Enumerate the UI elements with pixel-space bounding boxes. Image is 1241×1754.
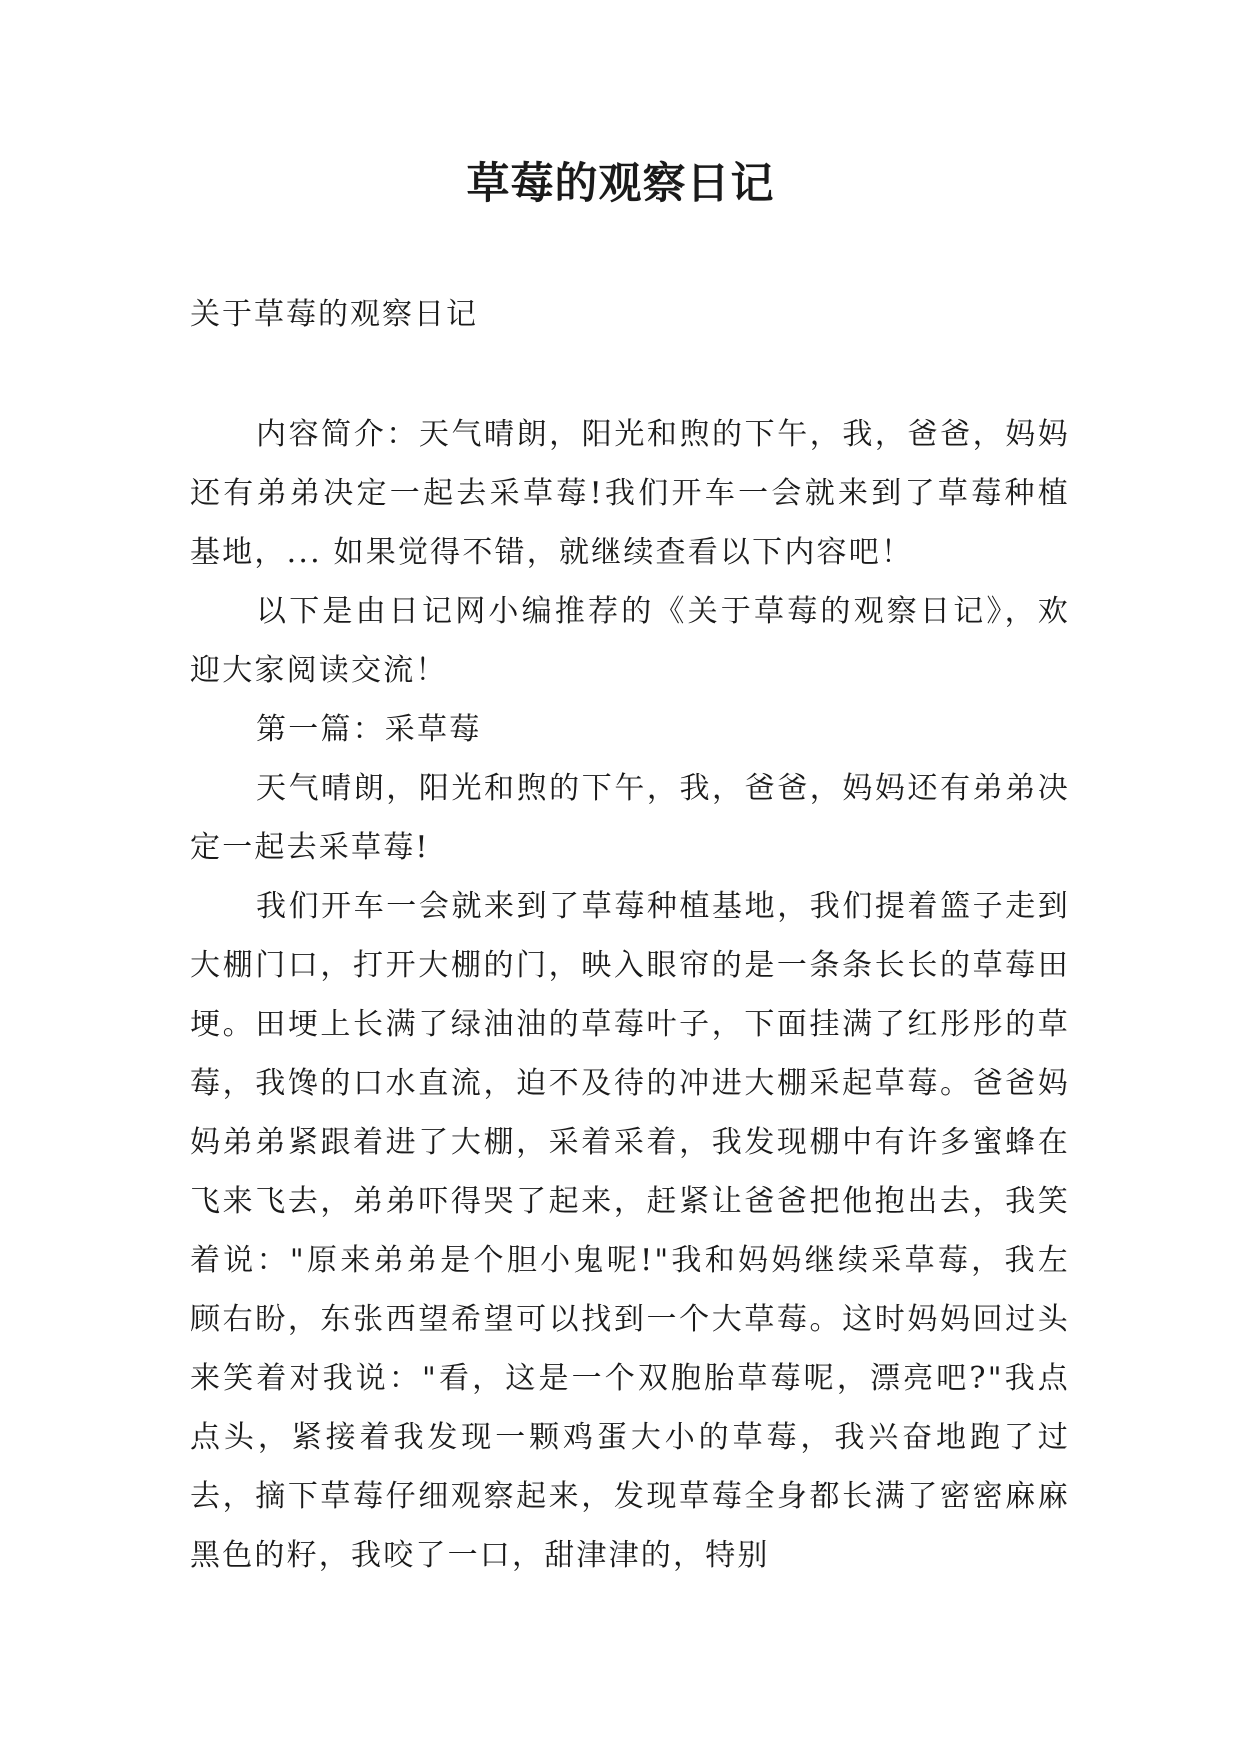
document-subtitle: 关于草莓的观察日记 bbox=[190, 297, 478, 332]
section-heading: 第一篇：采草莓 bbox=[256, 712, 482, 747]
recommendation-paragraph: 以下是由日记网小编推荐的《关于草莓的观察日记》，欢迎大家阅读交流！ bbox=[190, 594, 1070, 688]
body-paragraph: 天气晴朗，阳光和煦的下午，我，爸爸，妈妈还有弟弟决定一起去采草莓! bbox=[190, 771, 1070, 865]
body-paragraph: 我们开车一会就来到了草莓种植基地，我们提着篮子走到大棚门口，打开大棚的门，映入眼帘的是一条条长长的草莓田埂。田埂上长满了绿油油的草莓叶子，下面挂满了红彤彤的草莓，我馋的口水直流，迫不及待的冲进大棚采起草莓。爸爸妈妈弟弟紧跟着进了大棚，采着采着，我发现棚中有许多蜜蜂在飞来飞去，弟弟吓得哭了起来，赶紧让爸爸把他抱出去，我笑着说："原来弟弟是个胆小鬼呢!"我和妈妈继续采草莓，我左顾右盼，东张西望希望可以找到一个大草莓。这时妈妈回过头来笑着对我说："看，这是一个双胞胎草莓呢，漂亮吧?"我点点头，紧接着我发现一颗鸡蛋大小的草莓，我兴奋地跑了过去，摘下草莓仔细观察起来，发现草莓全身都长满了密密麻麻黑色的籽，我咬了一口，甜津津的，特别 bbox=[190, 889, 1070, 1573]
document-title: 草莓的观察日记 bbox=[466, 159, 775, 209]
intro-paragraph: 内容简介：天气晴朗，阳光和煦的下午，我，爸爸，妈妈还有弟弟决定一起去采草莓!我们开车一会就来到了草莓种植基地，... 如果觉得不错，就继续查看以下内容吧！ bbox=[190, 417, 1070, 570]
document-body bbox=[190, 405, 1070, 1585]
